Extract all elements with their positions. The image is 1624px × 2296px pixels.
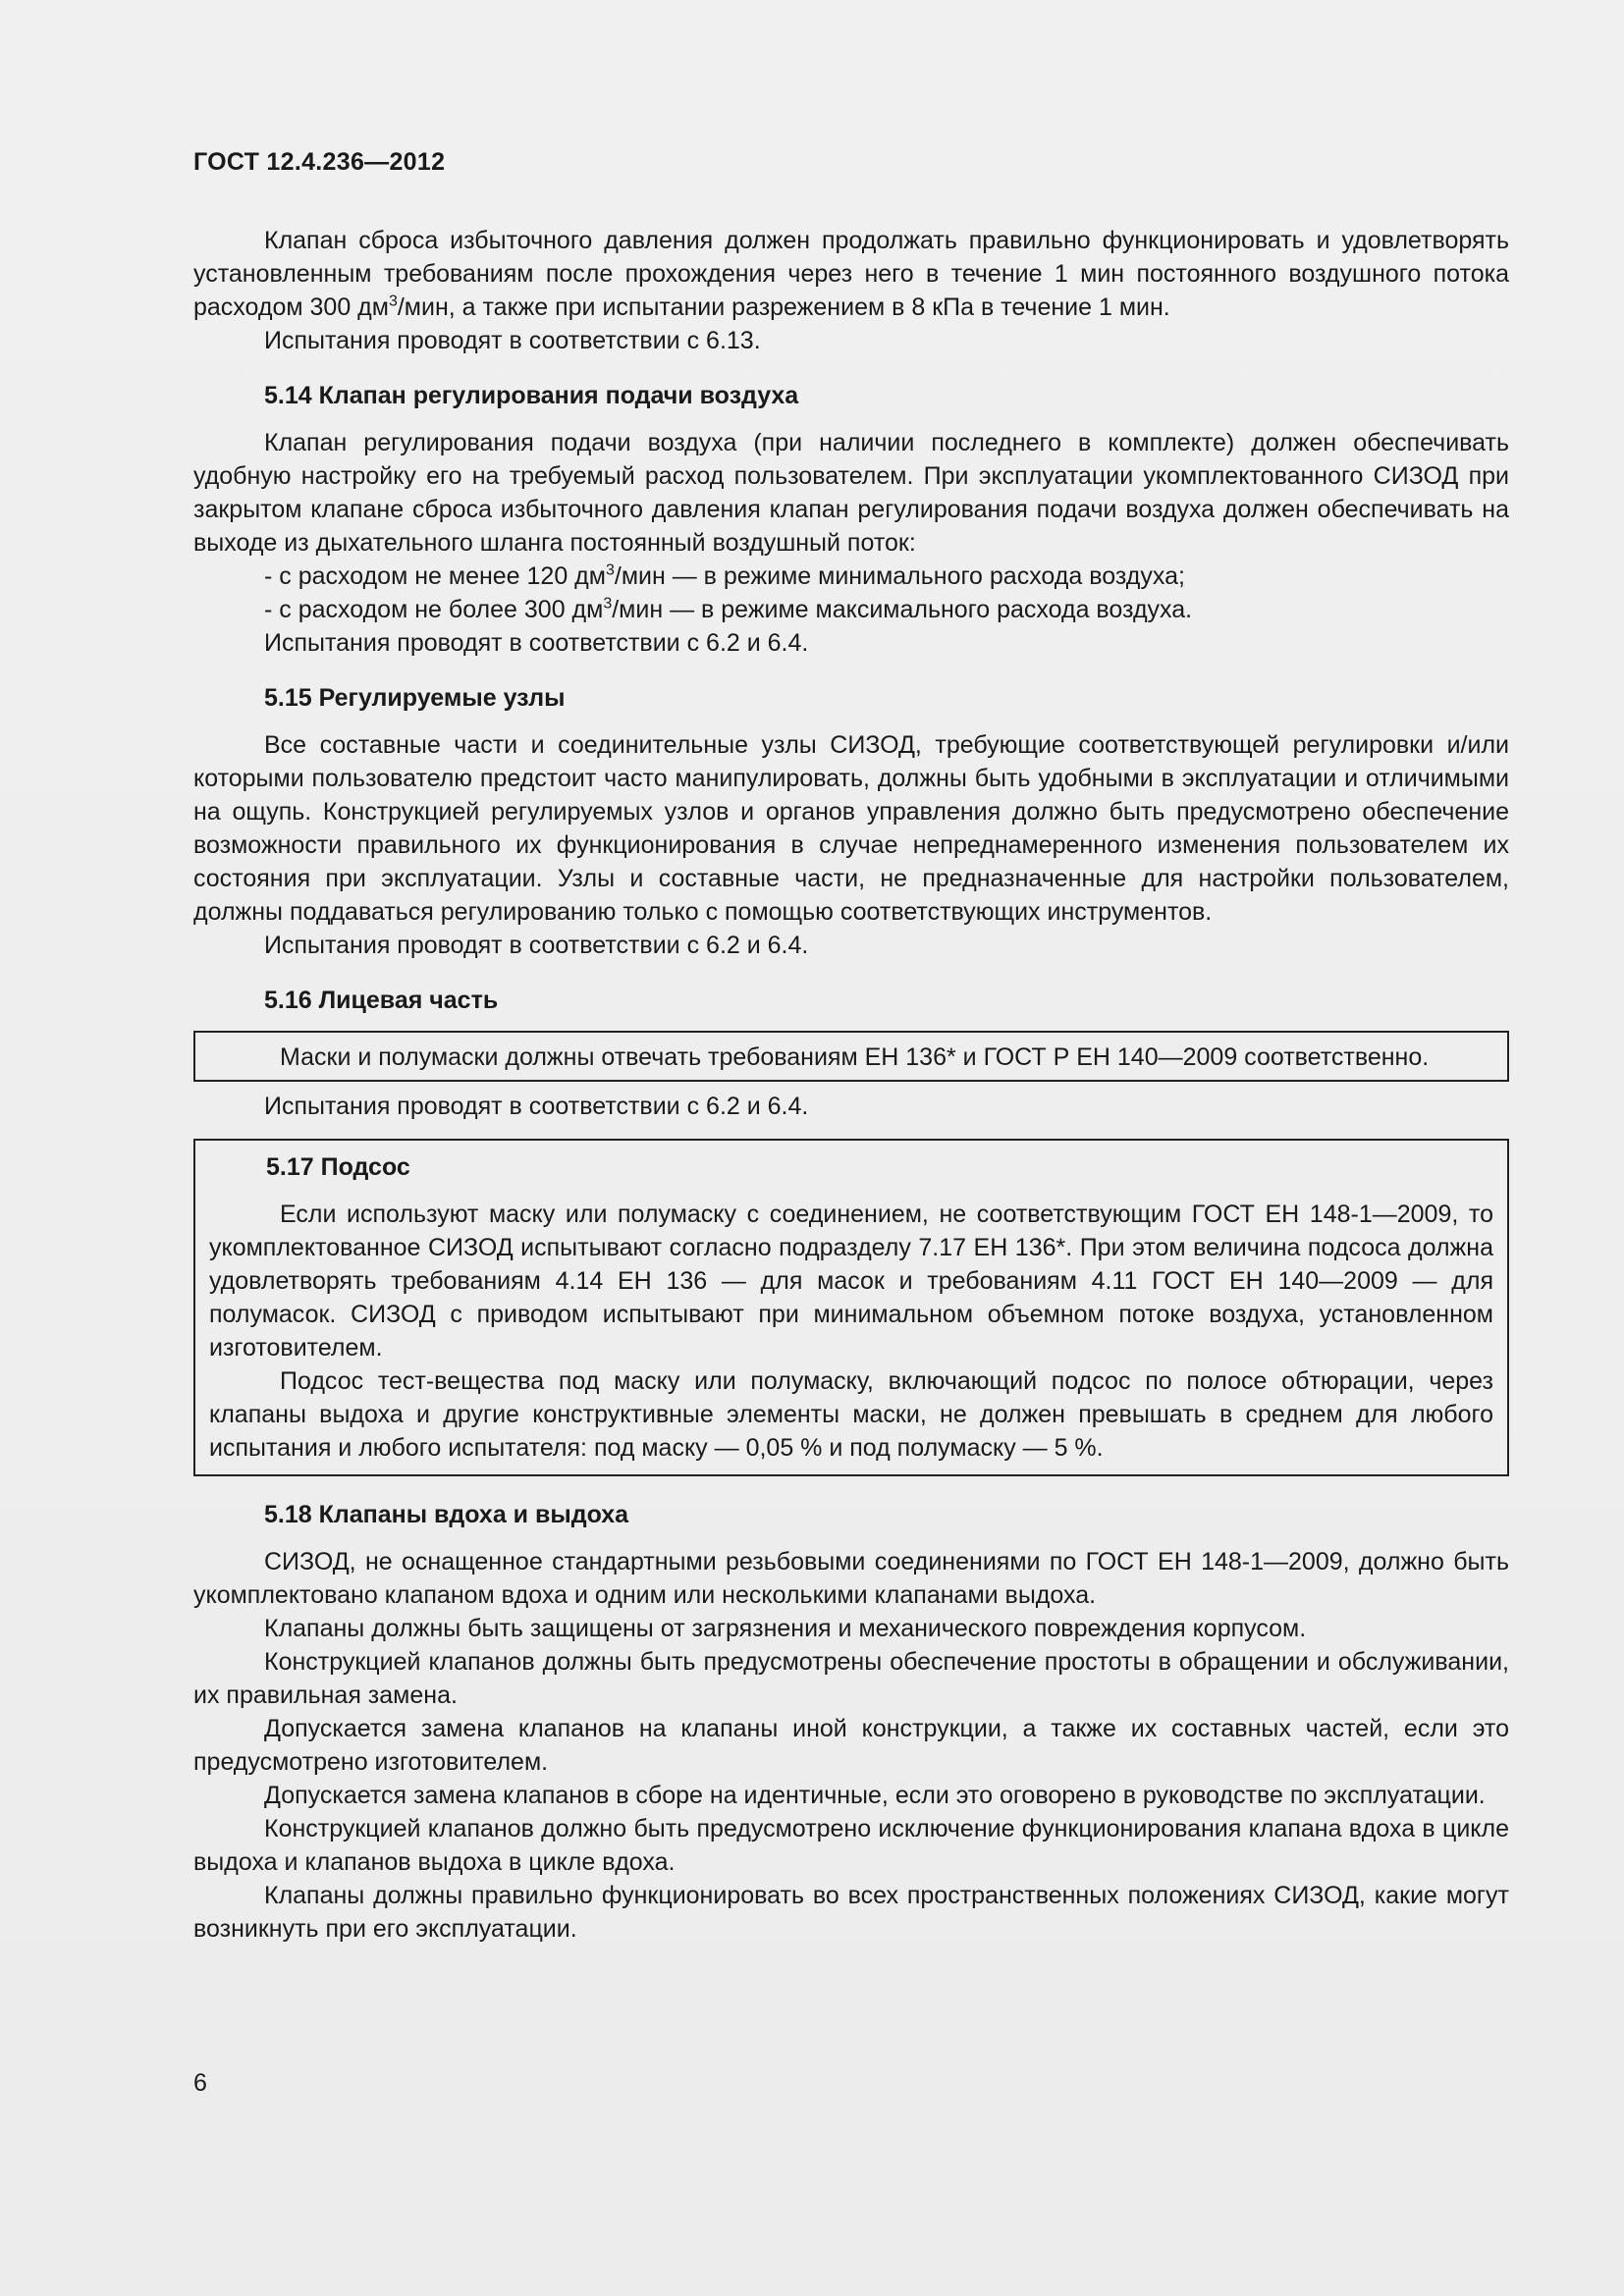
section-heading: 5.17 Подсос [266,1153,410,1181]
list-item: - с расходом не более 300 $дм^3$/мин — в режиме максимального расхода воздуха. [264,595,1193,623]
paragraph: Испытания проводят в соответствии с 6.2 и 6.4. [264,932,809,959]
document-body [193,147,1509,1946]
paragraph: Клапан сброса избыточного давления должен продолжать правильно функционировать и удовлетворять установленным требованиям после прохождения через него в течение 1 мин постоянного воздушного потока расходом 300 $дм^3$/мин, а также при испытании разрежением в 8 кПа в течение 1 мин. [193,227,1509,321]
paragraph: Подсос тест-вещества под маску или полумаску, включающий подсос по полосе обтюрации, через клапаны выдоха и другие конструктивные элементы маски, не должен превышать в среднем для любого испытания и любого испытателя: под маску — 0,05 % и под полумаску — 5 %. [209,1367,1493,1462]
page-number: 6 [193,2069,207,2097]
paragraph: Испытания проводят в соответствии с 6.2 и 6.4. [264,629,809,657]
list-item: - с расходом не менее 120 $дм^3$/мин — в режиме минимального расхода воздуха; [264,561,1185,590]
boxed-amendment [193,1031,1509,1082]
section-heading: 5.16 Лицевая часть [264,987,499,1014]
paragraph: Испытания проводят в соответствии с 6.13. [264,327,761,354]
paragraph: Испытания проводят в соответствии с 6.2 и 6.4. [264,1093,809,1120]
paragraph: Допускается замена клапанов на клапаны иной конструкции, а также их составных частей, если это предусмотрено изготовителем. [193,1715,1509,1776]
paragraph: Конструкцией клапанов должны быть предусмотрены обеспечение простоты в обращении и обслуживании, их правильная замена. [193,1648,1509,1709]
paragraph: Конструкцией клапанов должно быть предусмотрено исключение функционирования клапана вдоха в цикле выдоха и клапанов выдоха в цикле вдоха. [193,1815,1509,1876]
paragraph: Клапаны должны правильно функционировать во всех пространственных положениях СИЗОД, какие могут возникнуть при его эксплуатации. [193,1882,1509,1943]
section-heading: 5.18 Клапаны вдоха и выдоха [264,1501,629,1528]
paragraph: СИЗОД, не оснащенное стандартными резьбовыми соединениями по ГОСТ ЕН 148-1—2009, должно быть укомплектовано клапаном вдоха и одним или несколькими клапанами выдоха. [193,1548,1509,1609]
section-heading: 5.15 Регулируемые узлы [264,684,566,712]
paragraph: Клапаны должны быть защищены от загрязнения и механического повреждения корпусом. [264,1615,1307,1642]
paragraph: Если используют маску или полумаску с соединением, не соответствующим ГОСТ ЕН 148-1—2009, то укомплектованное СИЗОД испытывают согласно подразделу 7.17 ЕН 136*. При этом величина подсоса должна удовлетворять требованиям 4.14 ЕН 136 — для масок и требованиям 4.11 ГОСТ ЕН 140—2009 — для полумасок. СИЗОД с приводом испытывают при минимальном объемном потоке воздуха, установленном изготовителем. [209,1201,1493,1362]
paragraph: Все составные части и соединительные узлы СИЗОД, требующие соответствующей регулировки и/или которыми пользователю предстоит часто манипулировать, должны быть удобными в эксплуатации и отличимыми на ощупь. Конструкцией регулируемых узлов и органов управления должно быть предусмотрено обеспечение возможности правильного их функционирования в случае непреднамеренного изменения пользователем их состояния при эксплуатации. Узлы и составные части, не предназначенные для настройки пользователем, должны поддаваться регулированию только с помощью соответствующих инструментов. [193,731,1509,926]
document-header: ГОСТ 12.4.236—2012 [193,148,446,176]
boxed-amendment [193,1139,1509,1476]
paragraph: Маски и полумаски должны отвечать требованиям ЕН 136* и ГОСТ Р ЕН 140—2009 соответственно. [280,1043,1430,1071]
section-heading: 5.14 Клапан регулирования подачи воздуха [264,382,799,409]
paragraph: Допускается замена клапанов в сборе на идентичные, если это оговорено в руководстве по эксплуатации. [264,1782,1486,1809]
paragraph: Клапан регулирования подачи воздуха (при наличии последнего в комплекте) должен обеспечивать удобную настройку его на требуемый расход пользователем. При эксплуатации укомплектованного СИЗОД при закрытом клапане сброса избыточного давления клапан регулирования подачи воздуха должен обеспечивать на выходе из дыхательного шланга постоянный воздушный поток: [193,429,1509,557]
